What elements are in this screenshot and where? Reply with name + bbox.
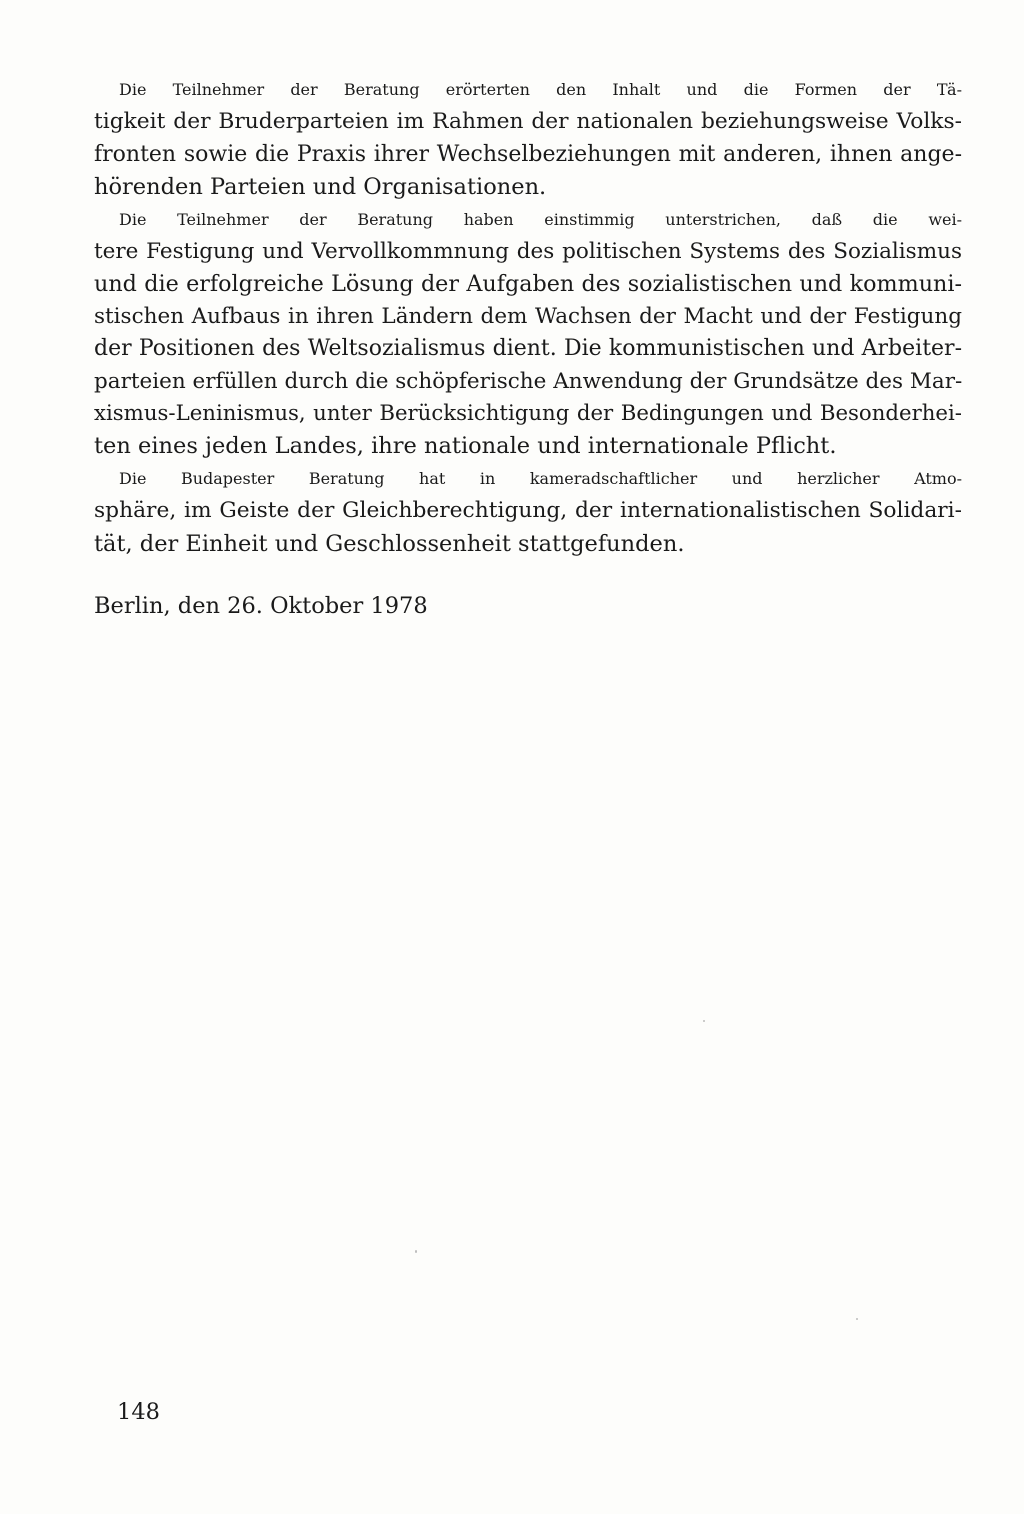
text-line: und die erfolgreiche Lösung der Aufgaben des sozialistischen und kommuni- (94, 271, 962, 298)
page-number: 148 (117, 1399, 160, 1425)
paragraph-1 (94, 74, 962, 204)
text-line: hörenden Parteien und Organisationen. (94, 174, 547, 201)
body-text (94, 74, 962, 560)
text-line: sphäre, im Geiste der Gleichberechtigung, der internationalistischen Solidari- (94, 498, 962, 524)
scan-speck (703, 1020, 705, 1022)
text-line: xismus-Leninismus, unter Berücksichtigung der Bedingungen und Besonderhei- (94, 401, 962, 427)
paragraph-3 (94, 463, 962, 560)
scan-speck (856, 1318, 858, 1320)
scan-speck (415, 1250, 417, 1253)
text-line: Die Teilnehmer der Beratung erörterten den Inhalt und die Formen der Tä- (119, 80, 962, 99)
text-line: ten eines jeden Landes, ihre nationale und internationale Pflicht. (94, 433, 837, 460)
text-line: tigkeit der Bruderparteien im Rahmen der nationalen beziehungsweise Volks- (94, 109, 962, 135)
text-line: fronten sowie die Praxis ihrer Wechselbeziehungen mit anderen, ihnen ange- (94, 141, 962, 167)
text-line: Die Budapester Beratung hat in kameradschaftlicher und herzlicher Atmo- (119, 468, 962, 488)
text-line: der Positionen des Weltsozialismus dient. Die kommunistischen und Arbeiter- (94, 336, 962, 362)
text-line: parteien erfüllen durch die schöpferische Anwendung der Grundsätze des Mar- (94, 368, 963, 394)
paragraph-2 (94, 204, 962, 463)
text-line: stischen Aufbaus in ihren Ländern dem Wachsen der Macht und der Festigung (94, 303, 962, 329)
text-line: tät, der Einheit und Geschlossenheit stattgefunden. (94, 530, 685, 557)
dateline: Berlin, den 26. Oktober 1978 (94, 593, 428, 619)
text-line: Die Teilnehmer der Beratung haben einstimmig unterstrichen, daß die wei- (119, 209, 962, 229)
text-line: tere Festigung und Vervollkommnung des politischen Systems des Sozialismus (94, 239, 962, 265)
